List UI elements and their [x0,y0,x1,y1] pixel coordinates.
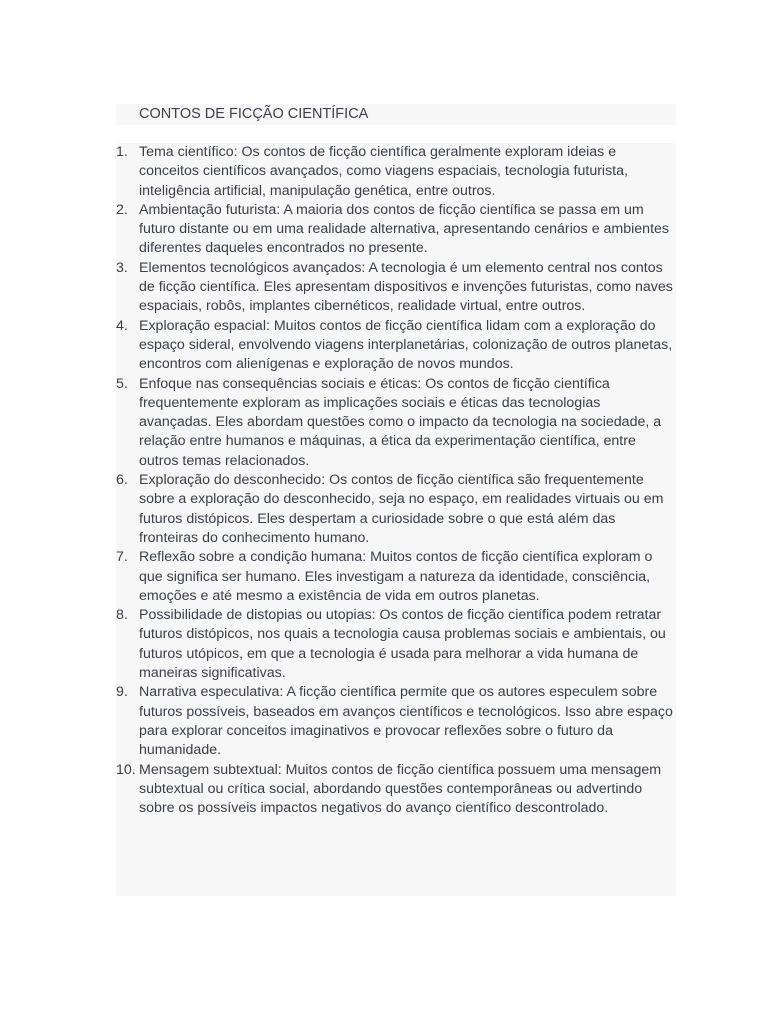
list-item [0,143,675,201]
list-item-number: 5. [116,375,128,392]
list-item [0,317,675,375]
list-item [0,548,675,606]
list-item-text: Enfoque nas consequências sociais e éticas: Os contos de ficção científica frequentemente exploram as implicações sociais e éticas das tecnologias avançadas. Eles abordam questões como o impacto da tecnologia na sociedade, a relação entre humanos e máquinas, a ética da experimentação científica, entre outros temas relacionados. [139,375,662,469]
list-item [0,471,675,548]
list-item-text: Exploração espacial: Muitos contos de ficção científica lidam com a exploração do espaço sideral, envolvendo viagens interplanetárias, colonização de outros planetas, encontros com alienígenas e exploração de novos mundos. [139,317,673,373]
list-item-number: 6. [116,472,128,489]
numbered-list [0,143,675,818]
list-item [0,683,675,760]
list-item-number: 3. [116,259,128,276]
list-item-number: 2. [116,201,128,218]
list-item-number: 9. [116,684,128,701]
list-item [0,259,675,317]
list-item-text: Reflexão sobre a condição humana: Muitos contos de ficção científica exploram o que significa ser humano. Eles investigam a natureza da identidade, consciência, emoções e até mesmo a existência de vida em outros planetas. [139,549,653,604]
list-item-number: 1. [116,144,128,160]
list-item [0,375,675,471]
list-item-number: 7. [116,549,128,566]
list-item-number: 10. [116,761,136,778]
list-item [0,761,675,819]
list-item [0,201,675,259]
list-item-text: Narrativa especulativa: A ficção científica permite que os autores especulem sobre futuros possíveis, baseados em avanços científicos e tecnológicos. Isso abre espaço para explorar conceitos imaginativos e provocar reflexões sobre o futuro da humanidade. [139,684,673,759]
list-item-number: 8. [116,607,128,624]
list-item [0,606,675,683]
list-item-text: Possibilidade de distopias ou utopias: Os contos de ficção científica podem retratar futuros distópicos, nos quais a tecnologia causa problemas sociais e ambientais, ou futuros utópicos, em que a tecnologia é usada para melhorar a vida humana de maneiras significativas. [139,607,666,682]
list-item-number: 4. [116,317,128,334]
document-title: CONTOS DE FICÇÃO CIENTÍFICA [139,106,369,122]
list-item-text: Elementos tecnológicos avançados: A tecnologia é um elemento central nos contos de ficção científica. Eles apresentam dispositivos e invenções futuristas, como naves espaciais, robôs, implantes cibernéticos, realidade virtual, entre outros. [139,259,673,315]
list-item-text: Ambientação futurista: A maioria dos contos de ficção científica se passa em um futuro distante ou em uma realidade alternativa, apresentando cenários e ambientes diferentes daqueles encontrados no presente. [139,201,669,257]
list-item-text: Mensagem subtextual: Muitos contos de ficção científica possuem uma mensagem subtextual ou crítica social, abordando questões contemporâneas ou advertindo sobre os possíveis impactos negativos do avanço científico descontrolado. [139,761,662,817]
list-item-text: Exploração do desconhecido: Os contos de ficção científica são frequentemente sobre a exploração do desconhecido, seja no espaço, em realidades virtuais ou em futuros distópicos. Eles despertam a curiosidade sobre o que está além das fronteiras do conhecimento humano. [139,472,664,546]
list-item-text: Tema científico: Os contos de ficção científica geralmente exploram ideias e conceitos científicos avançados, como viagens espaciais, tecnologia futurista, inteligência artificial, manipulação genética, entre outros. [139,144,628,199]
